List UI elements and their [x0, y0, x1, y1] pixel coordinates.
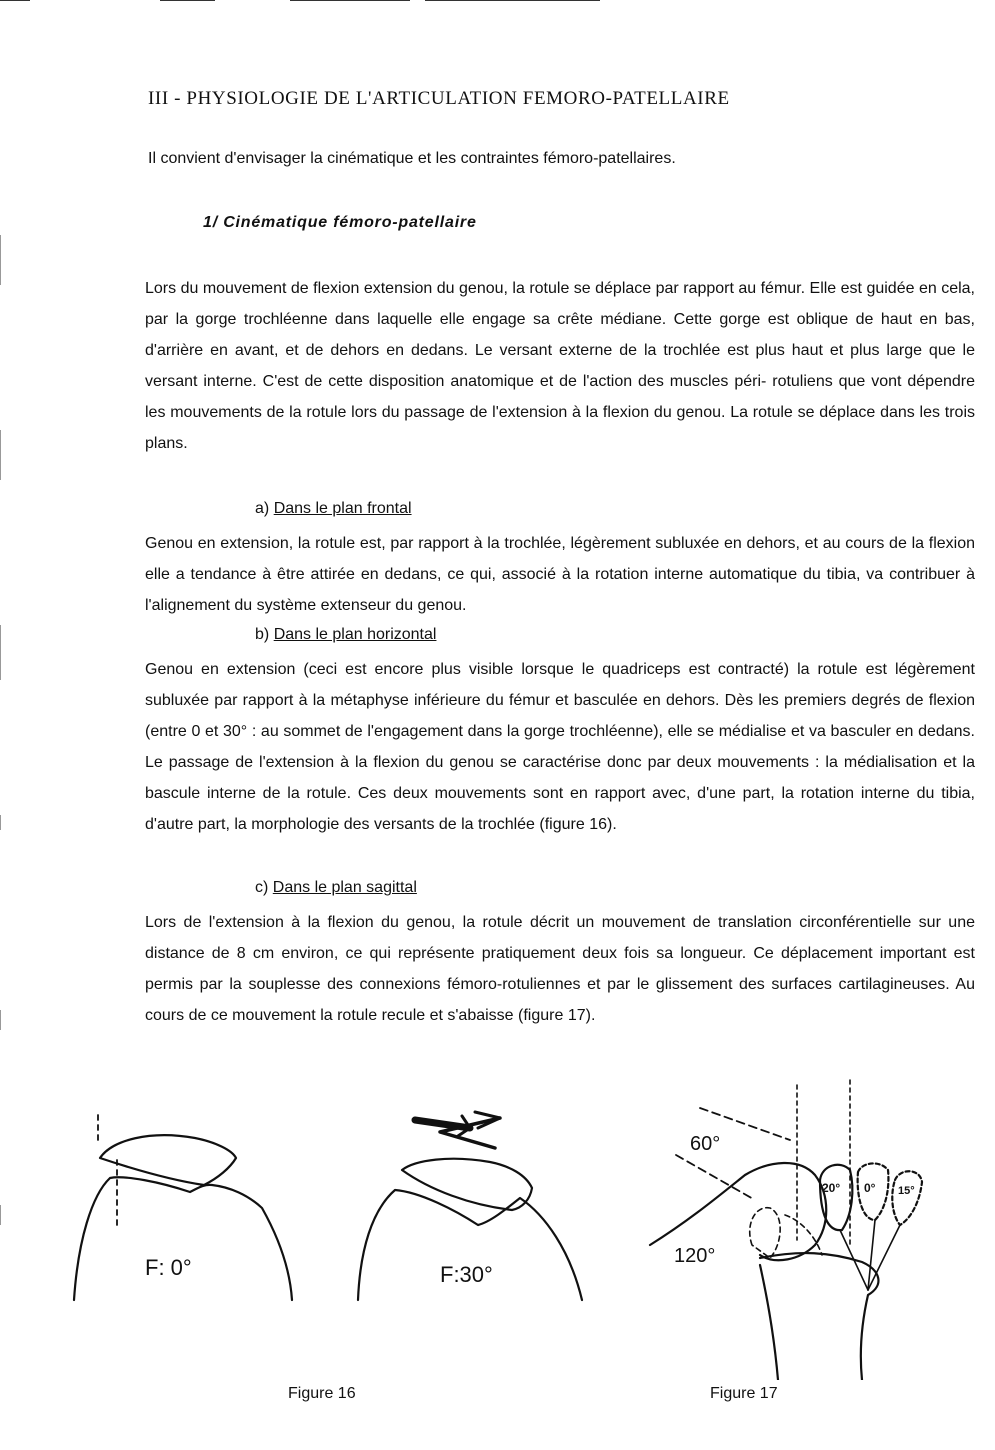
top-rule	[160, 0, 215, 1]
section-c-marker: c)	[255, 879, 269, 896]
figure16-label-right: F:30°	[440, 1262, 493, 1287]
figure17-angle-0: 0°	[864, 1181, 876, 1195]
figure16-label-left: F: 0°	[145, 1255, 192, 1280]
figure17-angle-15: 15°	[898, 1185, 915, 1197]
section-c-underlined-term: translation circonférentielle	[717, 914, 912, 931]
section-b-label	[255, 626, 436, 644]
figure17-angle-120: 120°	[674, 1245, 716, 1267]
section-a-title: Dans le plan frontal	[273, 500, 412, 517]
figure17-caption: Figure 17	[710, 1385, 778, 1402]
scan-edge-mark	[0, 1010, 1, 1030]
section-a-label	[255, 500, 412, 518]
top-rule	[290, 0, 410, 1]
section-c-text-before: Lors de l'extension à la flexion du genou, la rotule décrit un mouvement de	[145, 914, 718, 931]
intro-text: Il convient d'envisager la cinématique et les contraintes fémoro-patellaires.	[148, 150, 676, 167]
section-a-text: Genou en extension, la rotule est, par rapport à la trochlée, légèrement subluxée en dehors, et au cours de la flexion elle a tendance à être attirée en dedans, ce qui, associé à la rotation interne automatique du tibia, va contribuer à l'alignement du système extenseur du genou.	[145, 535, 975, 614]
section-c-title: Dans le plan sagittal	[272, 879, 417, 896]
paragraph-main: Lors du mouvement de flexion extension du genou, la rotule se déplace par rapport au fémur. Elle est guidée en cela, par la gorge trochléenne dans laquelle elle engage sa crête médiane. Cette gorge est oblique de haut en bas, d'arrière en avant, et de dehors en dedans. Le versant externe de la trochlée est plus haut et plus large que le versant interne. C'est de cette disposition anatomique et de l'action des muscles péri- rotuliens que vont dépendre les mouvements de la rotule lors du passage de l'extension à la flexion du genou. La rotule se déplace dans les trois plans.	[145, 280, 975, 452]
section-b-marker: b)	[255, 626, 270, 643]
scan-edge-mark	[0, 235, 1, 285]
figure17-sagittal-knee	[650, 1080, 922, 1380]
scan-edge-mark	[0, 430, 1, 480]
section-b-text: Genou en extension (ceci est encore plus visible lorsque le quadriceps est contracté) la rotule est légèrement subluxée par rapport à la métaphyse inférieure du fémur et basculée en dehors. Dès les premiers degrés de flexion (entre 0 et 30° : au sommet de l'engagement dans la gorge trochléenne), elle se médialise et va basculer en dedans. Le passage de l'extension à la flexion du genou se caractérise donc par deux mouvements : la médialisation et la bascule interne de la rotule. Ces deux mouvements sont en rapport avec, d'une part, la rotation interne du tibia, d'autre part, la morphologie des versants de la trochlée (figure 16).	[145, 661, 975, 833]
section-c-label	[255, 879, 417, 897]
scan-edge-mark	[0, 625, 1, 680]
section-c-text	[145, 907, 975, 1031]
subheading: 1/ Cinématique fémoro-patellaire	[203, 214, 477, 231]
section-b-title: Dans le plan horizontal	[273, 626, 437, 643]
section-heading: III - PHYSIOLOGIE DE L'ARTICULATION FEMORO-PATELLAIRE	[148, 88, 730, 109]
figures-illustration	[0, 1060, 995, 1380]
section-a-marker: a)	[255, 500, 270, 517]
figure16-caption: Figure 16	[288, 1385, 356, 1402]
top-rule	[425, 0, 600, 1]
scan-edge-mark	[0, 815, 1, 830]
section-c-text-after: sur une distance de 8 cm environ, ce qui représente pratiquement deux fois sa longueur. Ce déplacement important est permis par la souplesse des connexions fémoro-rotuliennes et par le glissement des surfaces cartilagineuses. Au cours de ce mouvement la rotule recule et s'abaisse (figure 17).	[145, 914, 975, 1024]
figure17-angle-60: 60°	[690, 1133, 721, 1155]
top-rule	[0, 0, 30, 1]
figure17-angle-20: 20°	[822, 1181, 841, 1195]
